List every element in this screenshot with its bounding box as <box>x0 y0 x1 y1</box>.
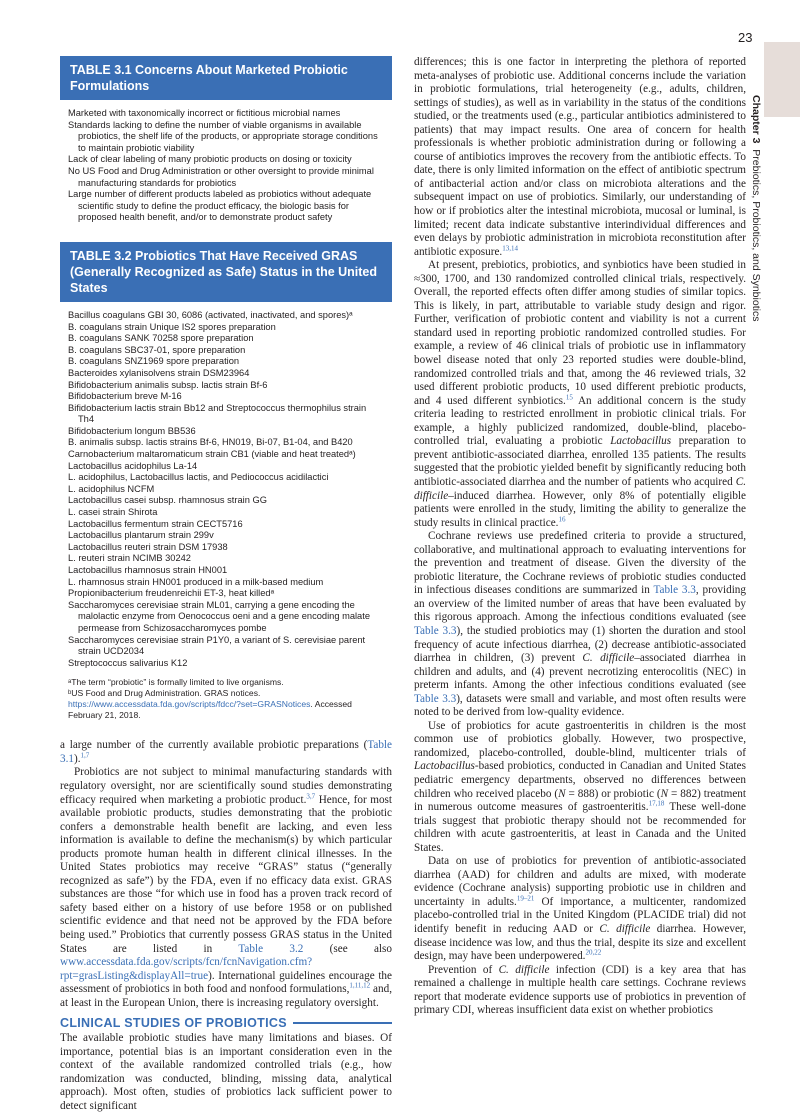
page-number: 23 <box>738 30 753 45</box>
table-3-2-row-8: Bifidobacterium breve M-16 <box>68 391 182 402</box>
paragraph: The available probiotic studies have many limitations and biases. Of importance, potential bias is an important consideration even in the context of the available randomized controlled trials (e.g., how randomization was conducted, blinding, missing data, analytical approach). Most often, studies of probiotics lack sufficient power to detect significant <box>60 1032 392 1113</box>
table-3-2-row-7: Bifidobacterium animalis subsp. lactis strain Bf-6 <box>68 379 268 390</box>
table-3-2-row-20: Lactobacillus reuteri strain DSM 17938 <box>68 541 228 552</box>
table-3-2-row-15: L. acidophilus NCFM <box>68 483 155 494</box>
running-head <box>748 95 762 325</box>
table-3-2-body <box>60 302 392 729</box>
table-3-2-row-27: Streptococcus salivarius K12 <box>68 657 188 668</box>
table-3-2-row-26: Saccharomyces cerevisiae strain P1Y0, a variant of S. cerevisiae parent strain UCD2034 <box>68 634 366 657</box>
table-3-2-row-2: B. coagulans strain Unique IS2 spores preparation <box>68 321 276 332</box>
table-3-2-row-3: B. coagulans SANK 70258 spore preparation <box>68 333 254 344</box>
table-3-2-row-19: Lactobacillus plantarum strain 299v <box>68 530 214 541</box>
paragraph: a large number of the currently available probiotic preparations (Table 3.1).$^{1,7}$ <box>60 739 392 765</box>
table-3-2-row-16: Lactobacillus casei subsp. rhamnosus strain GG <box>68 495 267 506</box>
table-3-2-row-23: L. rhamnosus strain HN001 produced in a milk-based medium <box>68 576 324 587</box>
paragraph: Prevention of C. difficile infection (CDI) is a key area that has remained a challenge in multiple health care settings. Cochrane reviews report that moderate evidence supports use of probiotics in prevention of primary CDI, whereas insufficient data exist on whether probiotics <box>414 963 747 1017</box>
table-3-2-row-18: Lactobacillus fermentum strain CECT5716 <box>68 518 243 529</box>
paragraph: Probiotics are not subject to minimal manufacturing standards with regulatory oversight, nor are scientifically sound studies demonstrating efficacy required when marketing a probiotic product.$^{3,7}$ Hence, for most available probiotic products, studies demonstrating that the probiotic confers a demonstrable health benefit are lacking, and even less information is available to define the mechanism(s) by which particular products promote human health in different clinical illnesses. In the United States probiotics may receive “GRAS” status (“generally recognized as safe”) by the FDA, even if no efficacy data exist. GRAS substances are those “for which use in food has a proven track record of safety based either on a history of use before 1958 or on published scientific evidence and that need not be approved by the FDA before being used.” Probiotics that currently possess GRAS status in the United States are listed in Table 3.2 (see also www.accessdata.fda.gov/scripts/fcn/fcnNavigation.cfm?rpt=grasListing&displayAll=true). International guidelines encourage the assessment of probiotics in both food and nonfood formulations,$^{1,11,12}$ and, at least in the European Union, there is increasing regulatory oversight. <box>60 766 392 1009</box>
table-3-1-row-2: Standards lacking to define the number of viable organisms in available probiotics, the shelf life of the products, or appropriate storage conditions to maintain probiotic viability <box>68 119 378 153</box>
table-3-2-row-6: Bacteroides xylanisolvens strain DSM23964 <box>68 367 250 378</box>
table-3-2-row-14: L. acidophilus, Lactobacillus lactis, and Pediococcus acidilactici <box>68 472 329 483</box>
table-3-2-row-1: Bacillus coagulans GBI 30, 6086 (activated, inactivated, and spores)ᵃ <box>68 309 353 320</box>
left-column <box>60 56 392 1114</box>
table-3-2-row-24: Propionibacterium freudenreichii ET-3, heat killedᵃ <box>68 588 275 599</box>
table-3-2-row-17: L. casei strain Shirota <box>68 507 158 518</box>
footnote-a: ᵃThe term “probiotic” is formally limited to live organisms. <box>68 677 284 688</box>
table-3-2-row-25: Saccharomyces cerevisiae strain ML01, carrying a gene encoding the malolactic enzyme from Oenococcus oeni and a gene encoding malate permease from Schizosaccharomyces pombe <box>68 599 370 633</box>
table-3-2-title: TABLE 3.2 Probiotics That Have Received GRAS (Generally Recognized as Safe) Status in the United States <box>60 242 392 302</box>
table-3-2-row-9: Bifidobacterium lactis strain Bb12 and Streptococcus thermophilus strain Th4 <box>68 402 367 425</box>
chapter-label: Chapter 3 <box>750 95 762 144</box>
table-3-2-row-5: B. coagulans SNZ1969 spore preparation <box>68 356 240 367</box>
footnote-b: ᵇUS Food and Drug Administration. GRAS notices. https://www.accessdata.fda.gov/scripts/fdcc/?set=GRASNotices. Accessed February 21, 2018. <box>68 688 352 721</box>
table-3-2-row-13: Lactobacillus acidophilus La-14 <box>68 460 198 471</box>
section-heading: CLINICAL STUDIES OF PROBIOTICS <box>60 1016 392 1030</box>
table-footnotes <box>68 677 384 721</box>
table-3-2-row-12: Carnobacterium maltaromaticum strain CB1 (viable and heat treatedᵃ) <box>68 449 356 460</box>
table-3-2-row-21: L. reuteri strain NCIMB 30242 <box>68 553 191 564</box>
table-3-2 <box>60 242 392 729</box>
table-3-2-row-11: B. animalis subsp. lactis strains Bf-6, HN019, Bi-07, B1-04, and B420 <box>68 437 353 448</box>
paragraph: Data on use of probiotics for prevention of antibiotic-associated diarrhea (AAD) for children and adults are mixed, with moderate evidence (Cochrane analysis) supporting probiotic use in children and uncertainty in adults.$^{19-21}$ Of importance, a multicenter, randomized placebo-controlled trial in the United Kingdom (PLACIDE trial) did not identify benefit in reducing AAD or C. difficile diarrhea. However, disease incidence was low, and thus the trial, despite its size and excellent design, may have been underpowered.$^{20,22}$ <box>414 855 747 963</box>
right-column <box>414 56 746 1018</box>
paragraph: Use of probiotics for acute gastroenteritis in children is the most common use of probiotics globally. However, two prospective, randomized, placebo-controlled, double-blind, multicenter trials of Lactobacillus-based probiotics, conducted in Canadian and United States pediatric emergency departments, observed no differences between children who received placebo (N = 888) or probiotic (N = 882) treatment in numerous outcome measures of gastroenteritis.$^{17,18}$ These well-done trials suggest that probiotic therapy should not be recommended for children with acute gastroenteritis, at least in Canada and the United States. <box>414 719 746 854</box>
table-3-1-row-4: No US Food and Drug Administration or other oversight to provide minimal manufacturing standards for probiotics <box>68 165 374 188</box>
table-3-2-row-4: B. coagulans SBC37-01, spore preparation <box>68 344 246 355</box>
table-3-1-body <box>60 100 392 232</box>
table-3-2-row-10: Bifidobacterium longum BB536 <box>68 425 196 436</box>
table-3-1-row-1: Marketed with taxonomically incorrect or fictitious microbial names <box>68 108 341 118</box>
table-3-2-row-22: Lactobacillus rhamnosus strain HN001 <box>68 565 228 575</box>
table-3-1-title: TABLE 3.1 Concerns About Marketed Probiotic Formulations <box>60 56 392 100</box>
table-3-1-row-5: Large number of different products labeled as probiotics without adequate scientific study to define the product efficacy, the biologic basis for proposed health benefit, and/or to demonstrate product safety <box>68 189 372 223</box>
chapter-title: Prebiotics, Probiotics, and Synbiotics <box>750 149 762 322</box>
gras-notices-link[interactable]: https://www.accessdata.fda.gov/scripts/fdcc/?set=GRASNotices <box>68 699 311 710</box>
table-3-1 <box>60 56 392 232</box>
paragraph: differences; this is one factor in interpreting the plethora of reported meta-analyses of probiotic use. Additional concerns include the variation in probiotic formulations, trial heterogeneity (e.g., adults, children, settings of studies), as well as in variability in the status of the conditions studied, or the treatments used (e.g., particular antibiotics administered to patients) that may impact results. One area of concern for health professionals is whether probiotic administration during or following a course of antibiotics improves the recovery from the antibiotic effects. To date, there is only limited information on the effect of antibiotic spectrum of antibacterial action and/or class on microbiota alterations and the subsequent impact on use of probiotics. Similarly, our understanding of how or if probiotics alter the intestinal microbiota, mucosal or luminal, is limited; recent data indicate substantive interindividual differences and even delays by probiotic administration in microbiota reconstitution after antibiotic exposure.$^{13,14}$ <box>414 56 746 258</box>
paragraph: Cochrane reviews use predefined criteria to provide a structured, collaborative, and multinational approach to evaluating interventions for the prevention and treatment of disease. Given the diversity of the probiotic literature, the Cochrane reviews of probiotic studies conducted in infectious diseases conditions are summarized in Table 3.3, providing an overview of the limited number of areas that have been evaluated by this rigorous approach. Among the infectious conditions evaluated (see Table 3.3), the studied probiotics may (1) shorten the duration and stool frequency of acute infectious diarrhea, (2) decrease antibiotic-associated diarrhea in children, (3) prevent C. difficile–associated diarrhea in children and adults, and (4) prevent necrotizing enterocolitis (NEC) in preterm infants. Among the other infectious conditions evaluated (see Table 3.3), datasets were small and variable, and most often results were noted to be derived from low-quality evidence. <box>414 530 747 719</box>
table-3-1-row-3: Lack of clear labeling of many probiotic products on dosing or toxicity <box>68 154 352 165</box>
chapter-tab <box>764 42 800 117</box>
paragraph: At present, prebiotics, probiotics, and synbiotics have been studied in ≈300, 1700, and 130 randomized controlled clinical trials, respectively. Overall, the reported effects often differ among studies of similar topics. This is likely, in part, attributable to variable study design and rigor. Further, verification of probiotic content and viability is not a current standard used in reporting probiotic randomized controlled studies. For example, a review of 46 clinical trials of probiotic use in inflammatory bowel disease noted that only 23 reported studies were double-blind, randomized controlled trials and that, among the 46 reviewed trials, 32 used different probiotic products, 10 used different prebiotic products, and 4 used different synbiotics.$^{15}$ An additional concern is the study criteria leading to restricted enrollment in probiotic clinical trials. For example, a highly publicized randomized, double-blind, placebo-controlled trial, evaluating a probiotic Lactobacillus preparation to prevent antibiotic-associated diarrhea, enrolled 135 patients. The results suggested that the probiotic yielded benefit by significantly reducing both antibiotic-associated diarrhea and the number of patients who acquired C. difficile–induced diarrhea. However, only 8% of potentially eligible patients were enrolled in the study, limiting the ability to generalize the study results in clinical practice.$^{16}$ <box>414 259 746 529</box>
